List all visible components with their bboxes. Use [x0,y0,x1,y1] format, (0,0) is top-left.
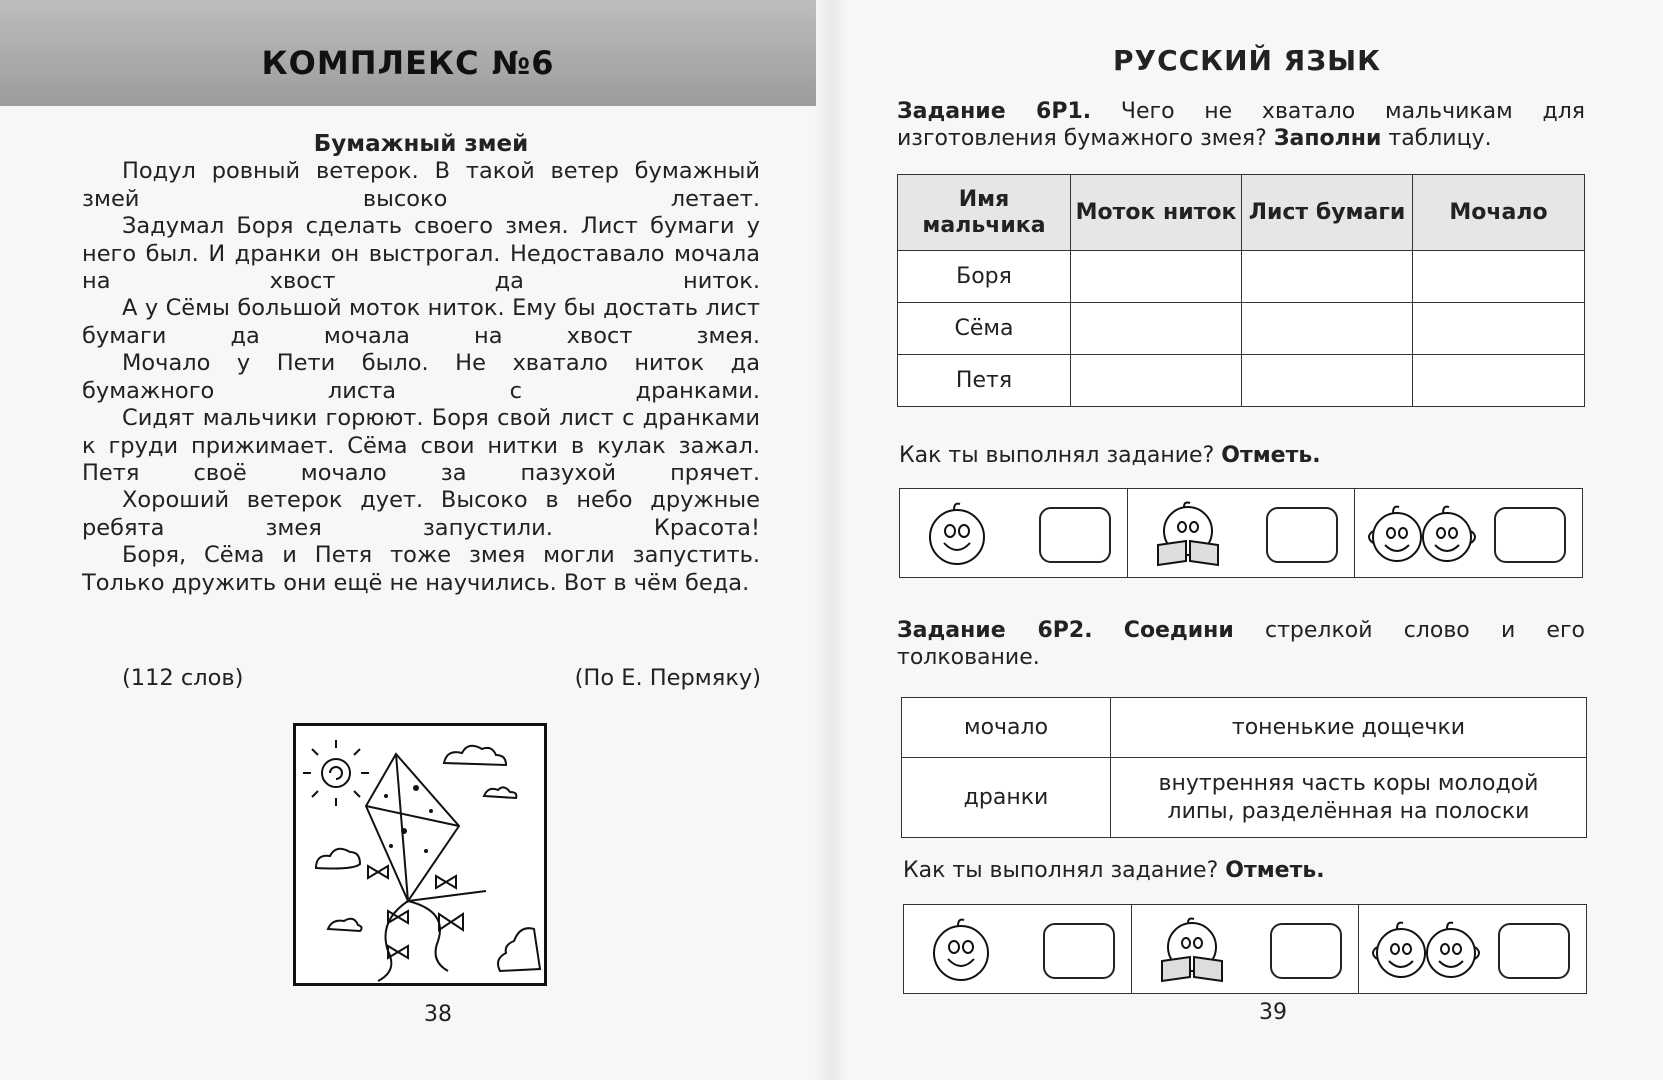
ask-action: Отметь. [1225,858,1325,883]
smiley-face-icon [926,501,988,567]
meaning-cell[interactable]: внутренняя часть коры молодой липы, разделённая на полоски [1111,758,1587,838]
task-text: Чего не хватало мальчикам для изготовления бумажного змея? [897,99,1585,151]
table-header-row [898,175,1585,251]
row-name: Боря [898,251,1071,303]
task-6r1 [897,98,1585,152]
task-6r2 [897,617,1585,671]
page-number: 38 [424,1002,452,1027]
story-paragraph: Подул ровный ветерок. В такой ветер бумажный змей высоко летает. [82,158,760,212]
right-page [831,0,1663,1080]
word-cell[interactable]: дранки [902,758,1111,838]
row-name: Сёма [898,303,1071,355]
smiley-face-icon [930,917,992,983]
author-credit: (По Е. Пермяку) [574,665,761,691]
subject-title: РУССКИЙ ЯЗЫК [1112,44,1382,77]
reading-face-icon [1148,501,1228,567]
answer-cell[interactable] [1242,251,1413,303]
row-name: Петя [898,355,1071,407]
ask-action: Отметь. [1221,443,1321,468]
task-text: стрелкой слово и его толкование. [897,618,1585,670]
answer-cell[interactable] [1071,251,1242,303]
table-row [898,355,1585,407]
table-row [898,251,1585,303]
rating-option-with-book [1128,489,1356,577]
word-cell[interactable]: мочало [902,698,1111,758]
rating-option-with-friend [1355,489,1582,577]
self-rating-row [903,904,1587,994]
answer-cell[interactable] [1242,355,1413,407]
kite-drawing [296,726,544,983]
task-action: Заполни [1273,126,1382,151]
column-header: Имя мальчика [898,175,1071,251]
mark-box[interactable] [1498,923,1570,979]
mark-box[interactable] [1494,507,1566,563]
column-header: Лист бумаги [1242,175,1413,251]
rating-option-alone [900,489,1128,577]
story-paragraph: Сидят мальчики горюют. Боря свой лист с дранками к груди прижимает. Сёма свои нитки в кулак зажал. Петя своё мочало за пазухой прячет. [82,405,760,486]
mark-box[interactable] [1043,923,1115,979]
story-title: Бумажный змей [313,131,529,157]
left-page [0,0,831,1080]
self-check-question [899,443,1321,468]
answer-cell[interactable] [1413,355,1585,407]
answer-cell[interactable] [1071,303,1242,355]
fill-table [897,174,1585,407]
answer-cell[interactable] [1242,303,1413,355]
task-label: Задание 6Р1. [897,99,1092,124]
mark-box[interactable] [1266,507,1338,563]
task-text: таблицу. [1388,126,1492,151]
kite-illustration [293,723,547,986]
rating-option-alone [904,905,1132,993]
column-header: Моток ниток [1071,175,1242,251]
rating-option-with-friend [1359,905,1586,993]
ask-text: Как ты выполнял задание? [903,858,1219,883]
banner-title: КОМПЛЕКС №6 [261,44,555,82]
story-paragraph: Мочало у Пети было. Не хватало ниток да бумажного листа с дранками. [82,350,760,404]
story-paragraph: Хороший ветерок дует. Высоко в небо дружные ребята змея запустили. Красота! [82,487,760,541]
story-paragraph: Задумал Боря сделать своего змея. Лист бумаги у него был. И дранки он выстрогал. Недоставало мочала на хвост да ниток. [82,213,760,294]
story-paragraph: Боря, Сёма и Петя тоже змея могли запустить. Только дружить они ещё не научились. Вот в чём беда. [82,542,760,596]
rating-option-with-book [1132,905,1360,993]
two-faces-icon [1369,917,1489,983]
two-faces-icon [1365,501,1485,567]
reading-face-icon [1152,917,1232,983]
table-row [902,698,1587,758]
meaning-cell[interactable]: тоненькие дощечки [1111,698,1587,758]
column-header: Мочало [1413,175,1585,251]
mark-box[interactable] [1039,507,1111,563]
complex-banner [0,0,816,106]
mark-box[interactable] [1270,923,1342,979]
answer-cell[interactable] [1071,355,1242,407]
self-check-question [903,858,1325,883]
self-rating-row [899,488,1583,578]
word-count: (112 слов) [122,665,244,691]
ask-text: Как ты выполнял задание? [899,443,1215,468]
story-paragraph: А у Сёмы большой моток ниток. Ему бы достать лист бумаги да мочала на хвост змея. [82,295,760,349]
answer-cell[interactable] [1413,303,1585,355]
table-row [902,758,1587,838]
task-label: Задание 6Р2. [897,618,1093,643]
matching-table [901,697,1587,838]
task-action: Соедини [1123,618,1234,643]
table-row [898,303,1585,355]
page-number: 39 [1259,1000,1287,1025]
answer-cell[interactable] [1413,251,1585,303]
